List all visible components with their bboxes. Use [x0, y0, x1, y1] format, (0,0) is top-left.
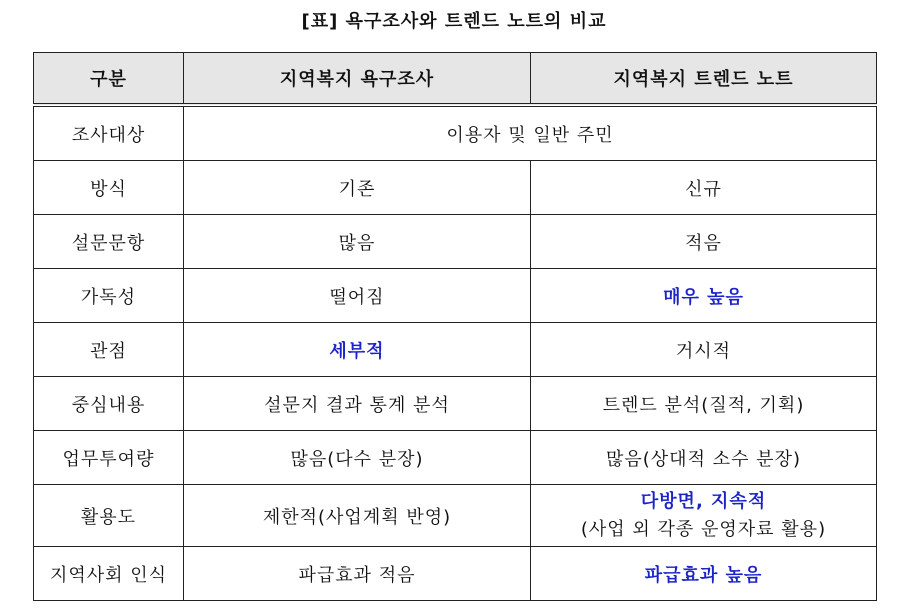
- table-row: [34, 377, 877, 431]
- survey-cell: 설문지 결과 통계 분석: [184, 377, 531, 431]
- row-category: 조사대상: [34, 105, 184, 161]
- row-category: 관점: [34, 323, 184, 377]
- table-row: [34, 269, 877, 323]
- row-category: 업무투여량: [34, 431, 184, 485]
- trend-cell: 신규: [531, 161, 877, 215]
- trend-cell-highlight: 다방면, 지속적: [640, 490, 767, 512]
- trend-cell: 트렌드 분석(질적, 기획): [531, 377, 877, 431]
- trend-cell: 많음(상대적 소수 분장): [531, 431, 877, 485]
- header-row: [34, 53, 877, 106]
- table-row: [34, 105, 877, 161]
- table-title: [표] 욕구조사와 트렌드 노트의 비교: [301, 11, 607, 32]
- survey-cell: 제한적(사업계획 반영): [184, 485, 531, 547]
- trend-cell-highlight: 매우 높음: [531, 269, 877, 323]
- trend-cell: 거시적: [531, 323, 877, 377]
- trend-cell-note: (사업 외 각종 운영자료 활용): [580, 518, 827, 540]
- trend-cell: 적음: [531, 215, 877, 269]
- trend-cell-highlight: 파급효과 높음: [531, 547, 877, 601]
- table-row: [34, 547, 877, 601]
- survey-cell: 파급효과 적음: [184, 547, 531, 601]
- row-category: 중심내용: [34, 377, 184, 431]
- header-trend: 지역복지 트렌드 노트: [531, 53, 877, 106]
- row-category: 방식: [34, 161, 184, 215]
- survey-cell: 많음(다수 분장): [184, 431, 531, 485]
- survey-cell: 기존: [184, 161, 531, 215]
- row-category: 설문문항: [34, 215, 184, 269]
- header-survey: 지역복지 욕구조사: [184, 53, 531, 106]
- row-category: 가독성: [34, 269, 184, 323]
- header-category: 구분: [34, 53, 184, 106]
- comparison-table: [33, 52, 877, 601]
- row-category: 활용도: [34, 485, 184, 547]
- table-row: [34, 161, 877, 215]
- survey-cell: 떨어짐: [184, 269, 531, 323]
- trend-cell-multiline: [531, 485, 877, 547]
- merged-cell: 이용자 및 일반 주민: [184, 105, 877, 161]
- table-row: [34, 215, 877, 269]
- table-row: [34, 485, 877, 547]
- row-category: 지역사회 인식: [34, 547, 184, 601]
- survey-cell-highlight: 세부적: [184, 323, 531, 377]
- survey-cell: 많음: [184, 215, 531, 269]
- table-row: [34, 431, 877, 485]
- table-row: [34, 323, 877, 377]
